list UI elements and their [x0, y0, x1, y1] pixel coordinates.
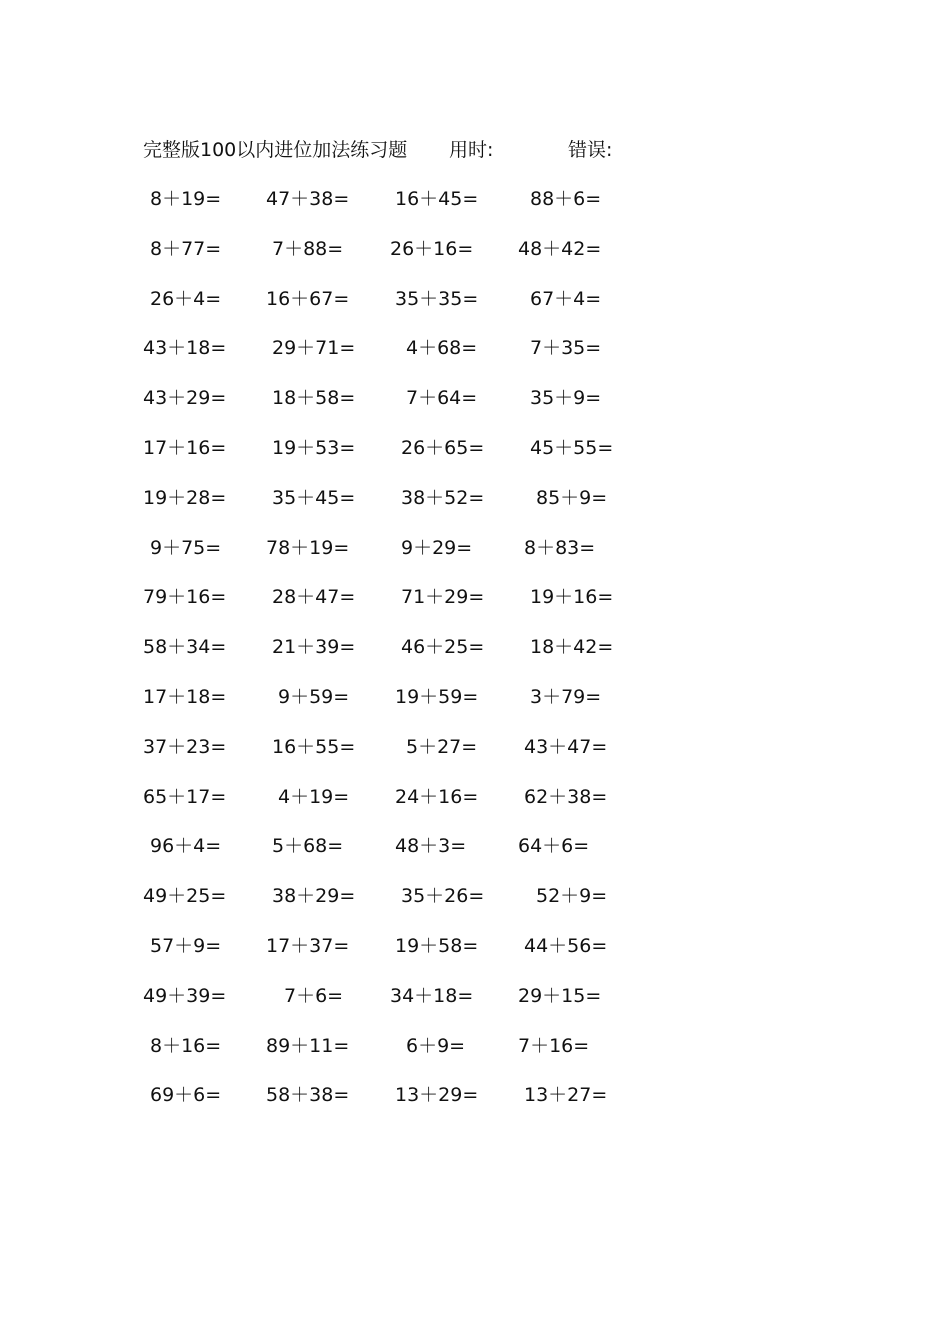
addition-problem: 8＋83=: [524, 536, 596, 559]
addition-problem: 38＋52=: [401, 486, 485, 509]
worksheet-title: 完整版100以内进位加法练习题: [143, 139, 408, 161]
addition-problem: 58＋34=: [143, 636, 227, 659]
addition-problem: 26＋4=: [150, 287, 222, 310]
addition-problem: 9＋75=: [150, 536, 222, 559]
addition-problem: 29＋71=: [272, 337, 356, 360]
addition-problem: 7＋64=: [406, 387, 478, 410]
problem-row: [0, 1033, 950, 1083]
problem-row: [0, 933, 950, 983]
problem-row: [0, 734, 950, 784]
worksheet-header: [143, 137, 663, 163]
addition-problem: 37＋23=: [143, 735, 227, 758]
problem-row: [0, 684, 950, 734]
addition-problem: 17＋16=: [143, 436, 227, 459]
addition-problem: 44＋56=: [524, 934, 608, 957]
addition-problem: 52＋9=: [536, 885, 608, 908]
addition-problem: 49＋39=: [143, 984, 227, 1007]
addition-problem: 8＋19=: [150, 188, 222, 210]
addition-problem: 96＋4=: [150, 835, 222, 858]
addition-problem: 58＋38=: [266, 1084, 350, 1107]
addition-problem: 64＋6=: [518, 835, 590, 858]
addition-problem: 43＋18=: [143, 337, 227, 360]
addition-problem: 3＋79=: [530, 685, 602, 708]
addition-problem: 79＋16=: [143, 586, 227, 609]
addition-problem: 18＋42=: [530, 636, 614, 659]
addition-problem: 19＋16=: [530, 586, 614, 609]
addition-problem: 19＋58=: [395, 934, 479, 957]
addition-problem: 47＋38=: [266, 188, 350, 210]
problem-row: [0, 584, 950, 634]
problem-row: [0, 286, 950, 336]
problem-row: [0, 535, 950, 585]
addition-problem: 4＋68=: [406, 337, 478, 360]
addition-problem: 49＋25=: [143, 885, 227, 908]
addition-problem: 8＋16=: [150, 1034, 222, 1057]
addition-problem: 71＋29=: [401, 586, 485, 609]
addition-problem: 16＋45=: [395, 188, 479, 210]
problem-row: [0, 883, 950, 933]
problem-row: [0, 1082, 950, 1132]
addition-problem: 4＋19=: [278, 785, 350, 808]
addition-problem: 6＋9=: [406, 1034, 466, 1057]
addition-problem: 5＋27=: [406, 735, 478, 758]
addition-problem: 13＋29=: [395, 1084, 479, 1107]
problem-row: [0, 983, 950, 1033]
addition-problem: 7＋16=: [518, 1034, 590, 1057]
addition-problem: 26＋65=: [401, 436, 485, 459]
addition-problem: 17＋37=: [266, 934, 350, 957]
addition-problem: 26＋16=: [390, 237, 474, 260]
addition-problem: 5＋68=: [272, 835, 344, 858]
addition-problem: 46＋25=: [401, 636, 485, 659]
addition-problem: 43＋29=: [143, 387, 227, 410]
addition-problem: 48＋3=: [395, 835, 467, 858]
problem-row: [0, 236, 950, 286]
addition-problem: 9＋29=: [401, 536, 473, 559]
addition-problem: 35＋26=: [401, 885, 485, 908]
errors-label: 错误:: [568, 139, 613, 161]
addition-problem: 29＋15=: [518, 984, 602, 1007]
problem-row: [0, 833, 950, 883]
addition-problem: 48＋42=: [518, 237, 602, 260]
problem-row: [0, 385, 950, 435]
addition-problem: 19＋59=: [395, 685, 479, 708]
addition-problem: 7＋35=: [530, 337, 602, 360]
problem-row: [0, 435, 950, 485]
addition-problem: 28＋47=: [272, 586, 356, 609]
addition-problem: 38＋29=: [272, 885, 356, 908]
problem-row: [0, 335, 950, 385]
addition-problem: 89＋11=: [266, 1034, 350, 1057]
addition-problem: 43＋47=: [524, 735, 608, 758]
problem-row: [0, 186, 950, 236]
addition-problem: 62＋38=: [524, 785, 608, 808]
addition-problem: 19＋53=: [272, 436, 356, 459]
addition-problem: 67＋4=: [530, 287, 602, 310]
time-used-label: 用时:: [449, 139, 494, 161]
problem-row: [0, 634, 950, 684]
addition-problem: 21＋39=: [272, 636, 356, 659]
addition-problem: 35＋9=: [530, 387, 602, 410]
addition-problem: 13＋27=: [524, 1084, 608, 1107]
addition-problem: 16＋55=: [272, 735, 356, 758]
addition-problem: 85＋9=: [536, 486, 608, 509]
addition-problem: 17＋18=: [143, 685, 227, 708]
addition-problem: 57＋9=: [150, 934, 222, 957]
addition-problem: 65＋17=: [143, 785, 227, 808]
addition-problem: 9＋59=: [278, 685, 350, 708]
addition-problem: 78＋19=: [266, 536, 350, 559]
problem-row: [0, 485, 950, 535]
addition-problem: 69＋6=: [150, 1084, 222, 1107]
addition-problem: 16＋67=: [266, 287, 350, 310]
problem-grid: [0, 186, 950, 1132]
addition-problem: 45＋55=: [530, 436, 614, 459]
addition-problem: 35＋45=: [272, 486, 356, 509]
addition-problem: 34＋18=: [390, 984, 474, 1007]
addition-problem: 35＋35=: [395, 287, 479, 310]
addition-problem: 19＋28=: [143, 486, 227, 509]
addition-problem: 88＋6=: [530, 188, 602, 210]
addition-problem: 24＋16=: [395, 785, 479, 808]
addition-problem: 18＋58=: [272, 387, 356, 410]
addition-problem: 7＋6=: [284, 984, 344, 1007]
addition-problem: 7＋88=: [272, 237, 344, 260]
addition-problem: 8＋77=: [150, 237, 222, 260]
problem-row: [0, 784, 950, 834]
